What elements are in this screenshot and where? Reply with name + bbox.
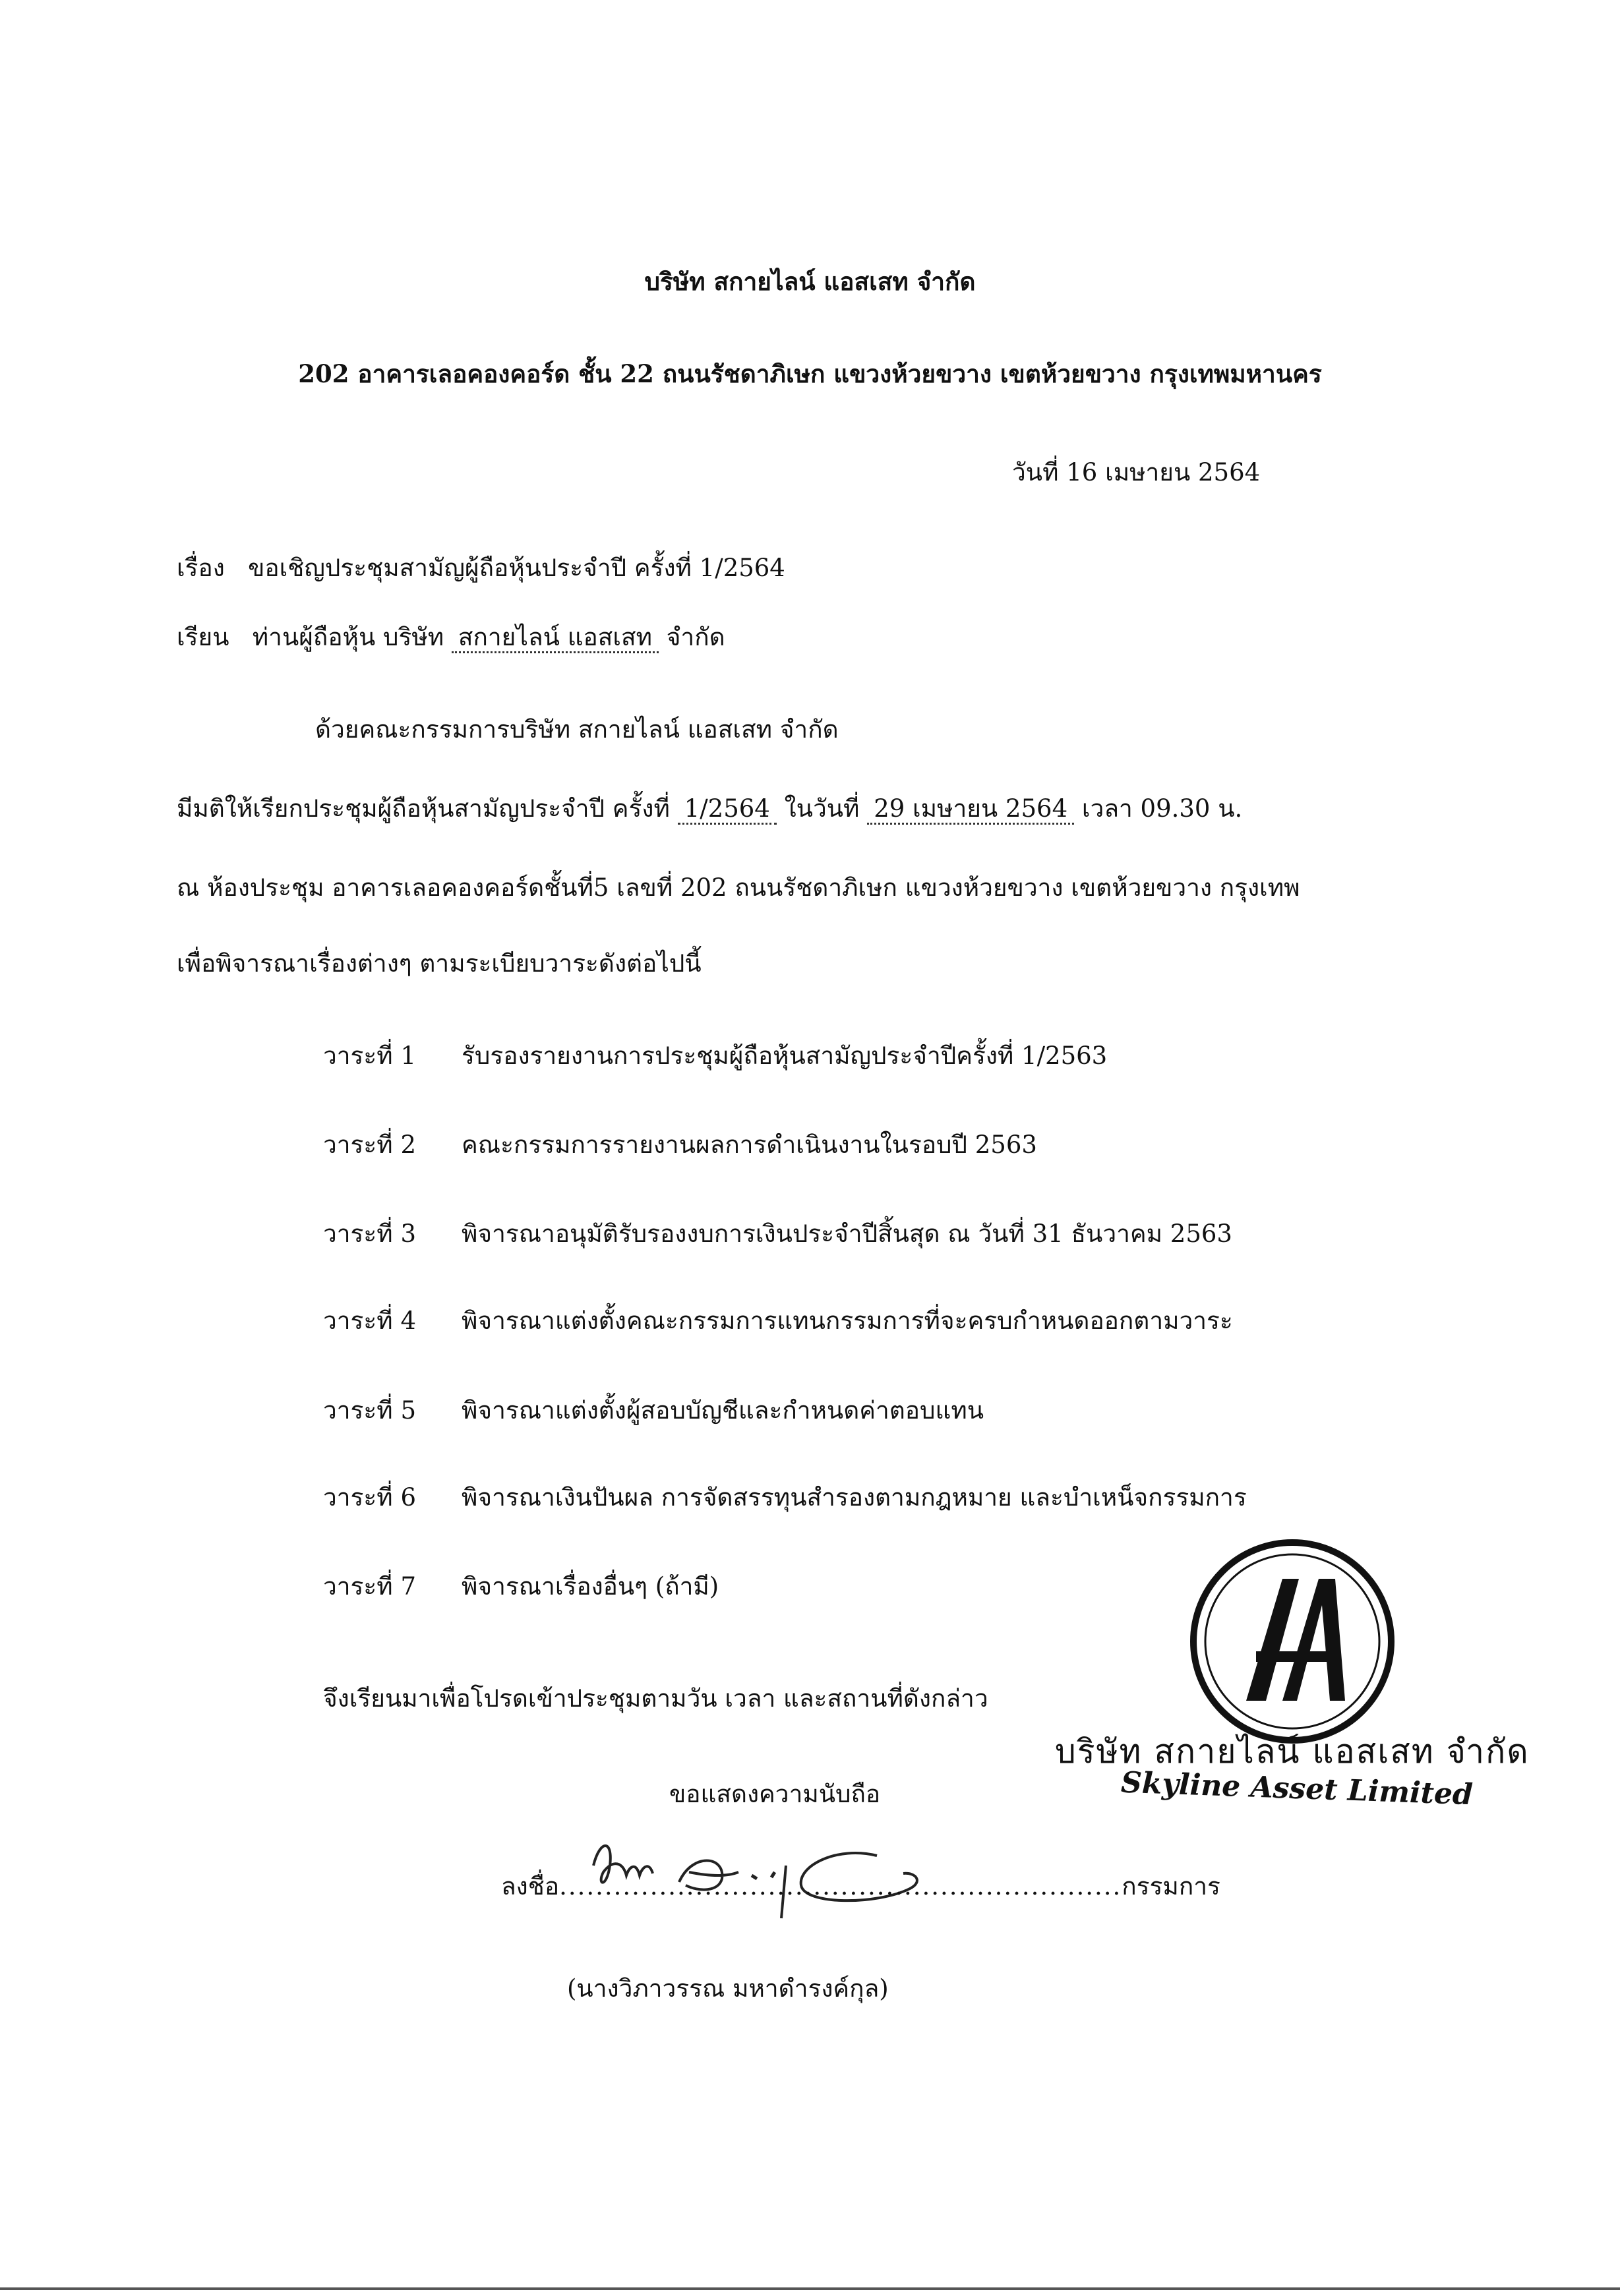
- agenda-item: [323, 1483, 1247, 1512]
- company-name: บริษัท สกายไลน์ แอสเสท จำกัด: [644, 267, 976, 296]
- scan-edge-line: [0, 2287, 1620, 2290]
- stamp-company-english: Skyline Asset Limited: [1120, 1765, 1474, 1812]
- signer-name: (นางวิภาวรรณ มหาดำรงค์กุล): [567, 1974, 889, 2003]
- recipient-suffix: จำกัด: [666, 623, 725, 651]
- sign-label: ลงชื่อ: [501, 1872, 560, 1900]
- meeting-date-label: ในวันที่: [784, 794, 860, 823]
- recipient-label: เรียน: [177, 623, 229, 651]
- subject-text: ขอเชิญประชุมสามัญผู้ถือหุ้นประจำปี ครั้งที่ 1/2564: [248, 554, 785, 582]
- recipient-prefix: ท่านผู้ถือหุ้น บริษัท: [252, 623, 444, 651]
- meeting-intro: มีมติให้เรียกประชุมผู้ถือหุ้นสามัญประจำปี ครั้งที่: [177, 794, 670, 823]
- agenda-label: วาระที่ 5: [323, 1396, 416, 1425]
- body-line-3: ณ ห้องประชุม อาคารเลอคองคอร์ดชั้นที่5 เลขที่ 202 ถนนรัชดาภิเษก แขวงห้วยขวาง เขตห้วยขวาง กรุงเทพ: [177, 873, 1300, 902]
- recipient-line: [177, 623, 725, 652]
- agenda-item: [323, 1307, 1233, 1336]
- letter-date: วันที่ 16 เมษายน 2564: [1012, 458, 1261, 486]
- agenda-item: [323, 1572, 719, 1601]
- recipient-company: สกายไลน์ แอสเสท: [452, 623, 659, 653]
- agenda-text: รับรองรายงานการประชุมผู้ถือหุ้นสามัญประจำปีครั้งที่ 1/2563: [462, 1042, 1108, 1070]
- subject-line: [177, 554, 785, 583]
- agenda-label: วาระที่ 3: [323, 1220, 416, 1248]
- agenda-item: [323, 1396, 984, 1425]
- agenda-label: วาระที่ 4: [323, 1307, 416, 1335]
- agenda-item: [323, 1042, 1107, 1071]
- body-line-2: [177, 794, 1242, 823]
- agenda-label: วาระที่ 2: [323, 1131, 416, 1159]
- agenda-item: [323, 1131, 1037, 1160]
- agenda-text: คณะกรรมการรายงานผลการดำเนินงานในรอบปี 2563: [462, 1131, 1037, 1159]
- sign-title: กรรมการ: [1122, 1872, 1220, 1900]
- agenda-label: วาระที่ 1: [323, 1042, 416, 1070]
- body-line-4: เพื่อพิจารณาเรื่องต่างๆ ตามระเบียบวาระดังต่อไปนี้: [177, 949, 702, 978]
- agenda-label: วาระที่ 6: [323, 1483, 416, 1512]
- agenda-text: พิจารณาแต่งตั้งผู้สอบบัญชีและกำหนดค่าตอบแทน: [462, 1396, 984, 1425]
- closing-invitation: จึงเรียนมาเพื่อโปรดเข้าประชุมตามวัน เวลา และสถานที่ดังกล่าว: [323, 1684, 988, 1713]
- meeting-number: 1/2564: [678, 794, 777, 825]
- agenda-text: พิจารณาอนุมัติรับรองงบการเงินประจำปีสิ้นสุด ณ วันที่ 31 ธันวาคม 2563: [462, 1220, 1232, 1248]
- agenda-text: พิจารณาเรื่องอื่นๆ (ถ้ามี): [462, 1572, 719, 1601]
- meeting-date: 29 เมษายน 2564: [867, 794, 1074, 825]
- signature-line: ลงชื่อ..............................................................กรรมการ: [501, 1872, 1220, 1900]
- agenda-label: วาระที่ 7: [323, 1572, 416, 1601]
- agenda-text: พิจารณาแต่งตั้งคณะกรรมการแทนกรรมการที่จะครบกำหนดออกตามวาระ: [462, 1307, 1233, 1335]
- company-seal-stamp: [1184, 1533, 1401, 1750]
- company-address: 202 อาคารเลอคองคอร์ด ชั้น 22 ถนนรัชดาภิเษก แขวงห้วยขวาง เขตห้วยขวาง กรุงเทพมหานคร: [298, 359, 1322, 388]
- subject-label: เรื่อง: [177, 554, 225, 582]
- agenda-text: พิจารณาเงินปันผล การจัดสรรทุนสำรองตามกฎหมาย และบำเหน็จกรรมการ: [462, 1483, 1247, 1512]
- meeting-time: เวลา 09.30 น.: [1081, 794, 1243, 823]
- closing-regards: ขอแสดงความนับถือ: [669, 1780, 881, 1808]
- agenda-item: [323, 1220, 1232, 1249]
- stamp-company-thai: บริษัท สกายไลน์ แอสเสท จำกัด: [1055, 1732, 1530, 1771]
- body-line-1: ด้วยคณะกรรมการบริษัท สกายไลน์ แอสเสท จำกัด: [315, 715, 839, 744]
